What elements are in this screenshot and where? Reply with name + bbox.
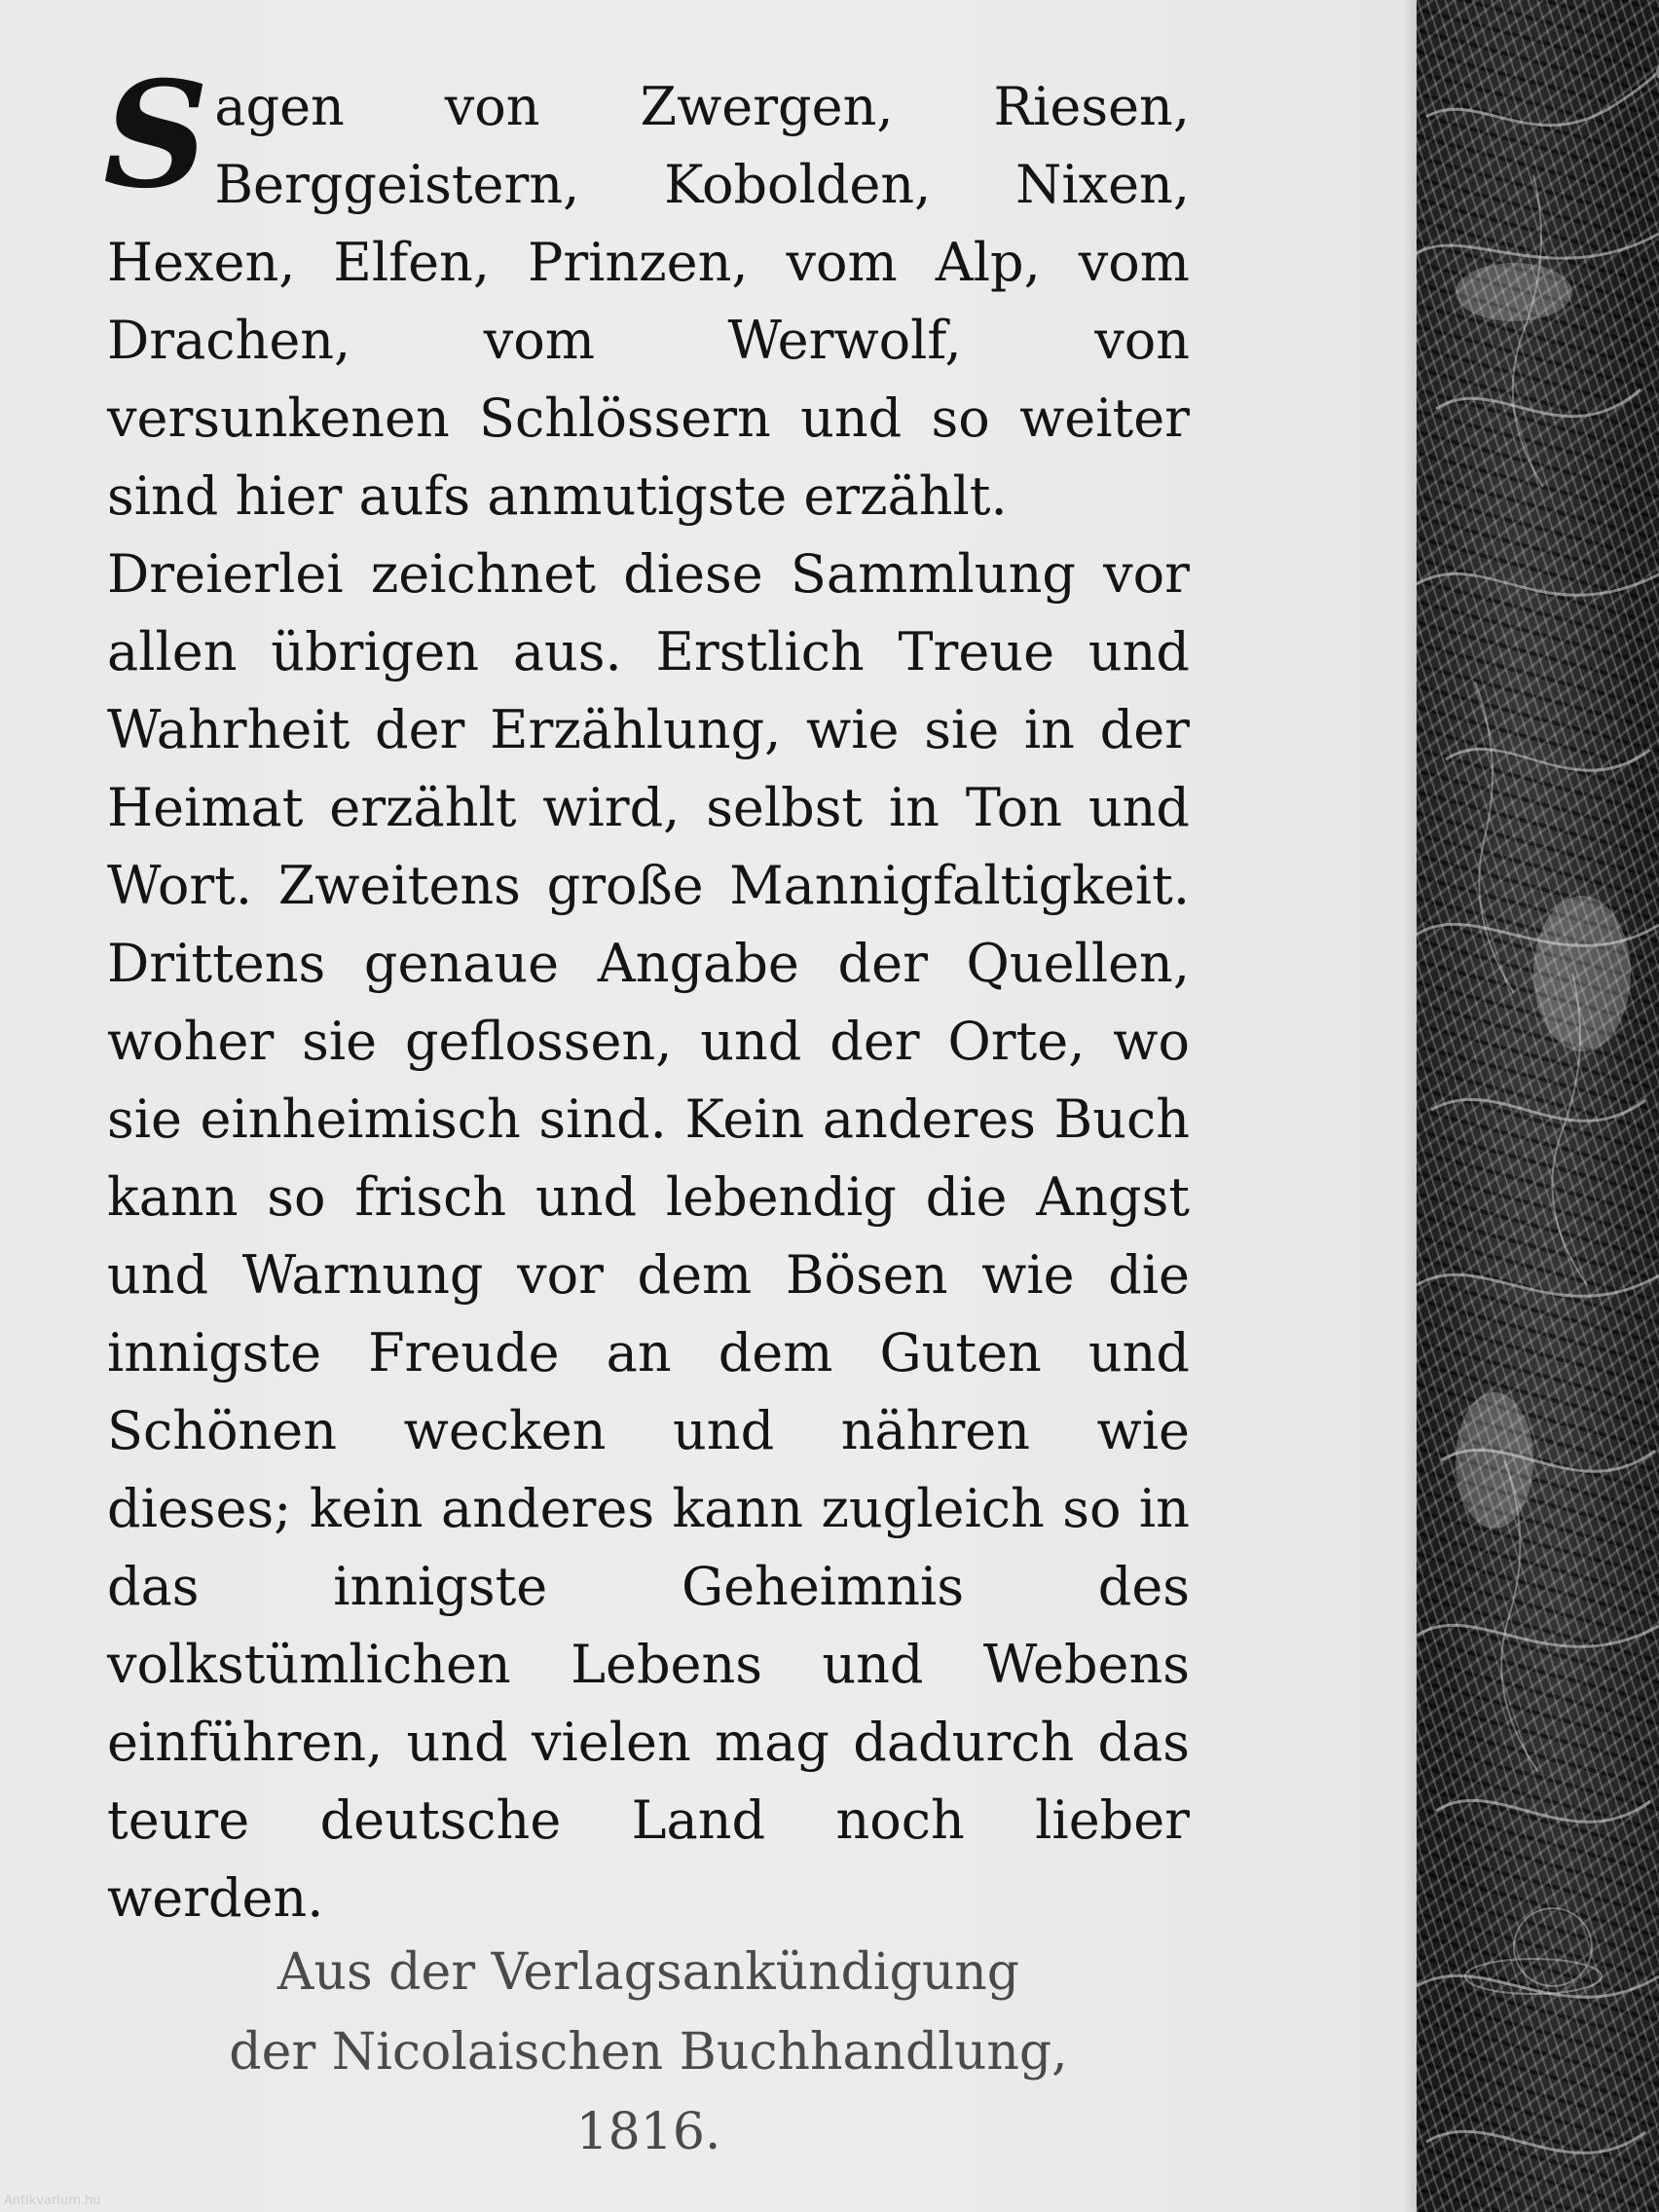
paragraph-2: Dreierlei zeichnet diese Sammlung vor allen übrigen aus. Erstlich Treue und Wahrheit der Erzählung, wie sie in der Heimat erzählt wird, selbst in Ton und Wort. Zweitens große Mannigfaltigkeit. Drittens genaue Angabe der Quellen, woher sie geflossen, und der Orte, wo sie einheimisch sind. Kein anderes Buch kann so frisch und lebendig die Angst und Warnung vor dem Bösen wie die innigste Freude an dem Guten und Schönen wecken und nähren wie dieses; kein anderes kann zugleich so in das innigste Geheimnis des volkstümlichen Lebens und Webens einführen, und vielen mag dadurch das teure deutsche Land noch lieber werden. [107,543,1190,1929]
source-line-1: Aus der Verlagsankündigung [276,1943,1020,2002]
woodcut-illustration [1417,0,1659,2212]
woodcut-pattern [1417,0,1659,2212]
source-line-3: 1816. [575,2103,721,2161]
main-text [103,50,1190,1937]
paragraph-1-text: agen von Zwergen, Riesen, Berggeistern, Kobolden, Nixen, Hexen, Elfen, Prinzen, vom Alp, vom Drachen, vom Werwolf, von versunkenen Schlössern und so weiter sind hier aufs anmutigste erzählt. [107,76,1190,527]
watermark: Antikvarium.hu [4,2194,101,2208]
paragraph-1 [103,50,1190,535]
source-line-2: der Nicolaischen Buchhandlung, [229,2023,1068,2082]
source-citation [107,1933,1190,2172]
drop-cap-initial: S [103,50,209,221]
